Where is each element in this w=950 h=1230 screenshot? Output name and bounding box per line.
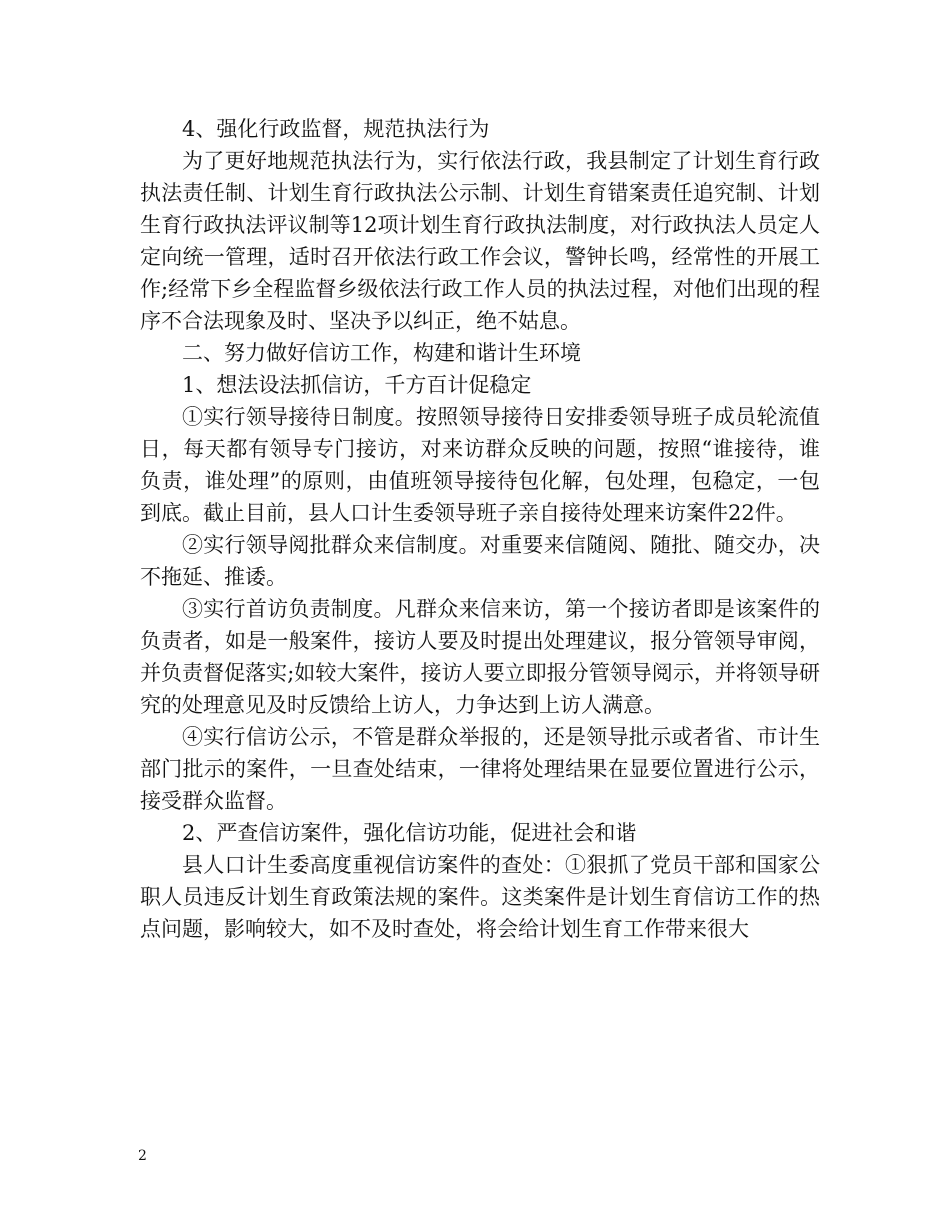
paragraph-leader-reception: ①实行领导接待日制度。按照领导接待日安排委领导班子成员轮流值日，每天都有领导专门接访，对来访群众反映的问题，按照“谁接待，谁负责，谁处理”的原则，由值班领导接待包化解，包处理，包稳定，一包到底。截止目前，县人口计生委领导班子亲自接待处理来访案件22件。 (140, 405, 820, 525)
paragraph-publicity: ④实行信访公示，不管是群众举报的，还是领导批示或者省、市计生部门批示的案件，一旦查处结束，一律将处理结果在显要位置进行公示，接受群众监督。 (140, 725, 820, 813)
paragraph-case-investigation: 县人口计生委高度重视信访案件的查处：①狠抓了党员干部和国家公职人员违反计划生育政策法规的案件。这类案件是计划生育信访工作的热点问题，影响较大，如不及时查处，将会给计划生育工作带来很大 (140, 853, 820, 941)
document-body (140, 113, 820, 945)
paragraph-heading-4: 4、强化行政监督，规范执法行为 (182, 117, 490, 141)
paragraph-leader-letters: ②实行领导阅批群众来信制度。对重要来信随阅、随批、随交办，决不拖延、推诿。 (140, 533, 820, 589)
paragraph-section-2-heading: 二、努力做好信访工作，构建和谐计生环境 (182, 341, 581, 365)
paragraph-law-enforcement: 为了更好地规范执法行为，实行依法行政，我县制定了计划生育行政执法责任制、计划生育行政执法公示制、计划生育错案责任追究制、计划生育行政执法评议制等12项计划生育行政执法制度，对行政执法人员定人定向统一管理，适时召开依法行政工作会议，警钟长鸣，经常性的开展工作;经常下乡全程监督乡级依法行政工作人员的执法过程，对他们出现的程序不合法现象及时、坚决予以纠正，绝不姑息。 (140, 149, 820, 333)
paragraph-subheading-2: 2、严查信访案件，强化信访功能，促进社会和谐 (182, 821, 637, 845)
page-number: 2 (138, 1148, 147, 1164)
paragraph-first-visit: ③实行首访负责制度。凡群众来信来访，第一个接访者即是该案件的负责者，如是一般案件，接访人要及时提出处理建议，报分管领导审阅，并负责督促落实;如较大案件，接访人要立即报分管领导阅示，并将领导研究的处理意见及时反馈给上访人，力争达到上访人满意。 (140, 597, 820, 717)
paragraph-subheading-1: 1、想法设法抓信访，千方百计促稳定 (182, 373, 532, 397)
